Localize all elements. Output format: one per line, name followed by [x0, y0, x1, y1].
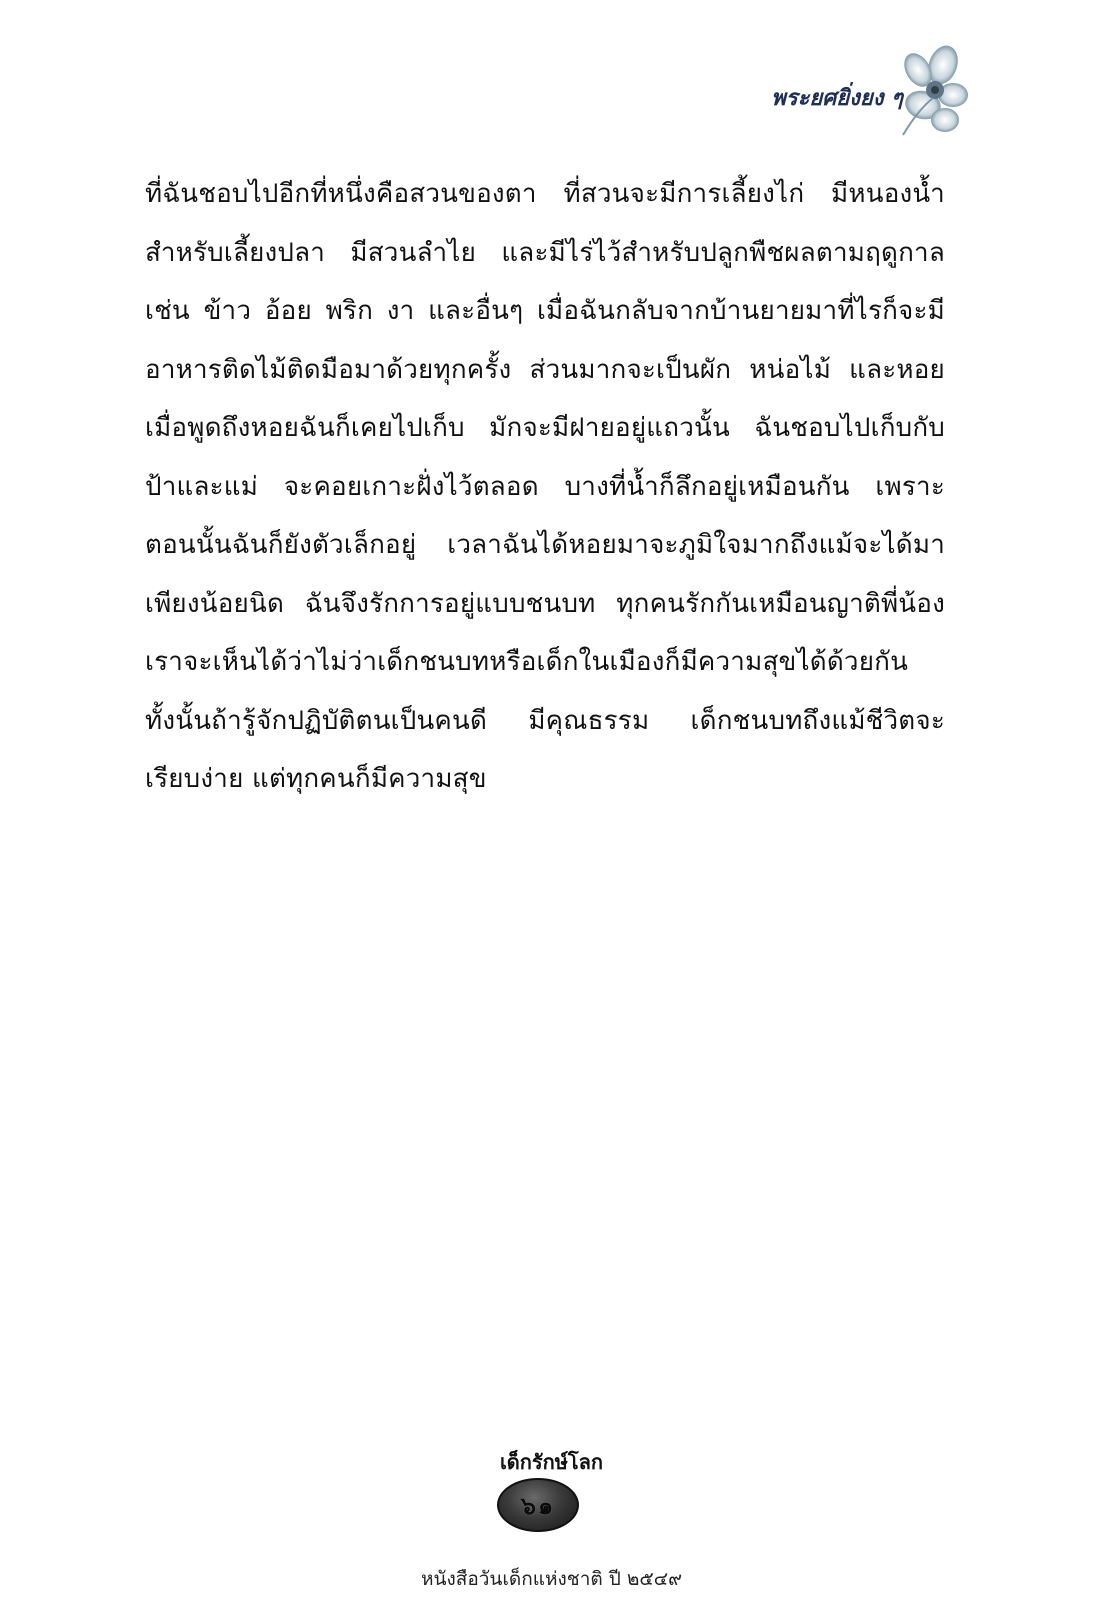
- paragraph-line: สำหรับเลี้ยงปลา มีสวนลำไย และมีไร่ไว้สำหรับปลูกพืชผลตามฤดูกาล: [145, 237, 945, 268]
- book-title: พระยศยิ่งยง ๆ: [771, 85, 903, 111]
- page-footer: [0, 1440, 1103, 1610]
- footer-subtitle: หนังสือวันเด็กแห่งชาติ ปี ๒๕๔๙: [420, 1568, 683, 1590]
- paragraph-line: ตอนนั้นฉันก็ยังตัวเล็กอยู่ เวลาฉันได้หอยมาจะภูมิใจมากถึงแม้จะได้มา: [145, 530, 945, 560]
- page-header: [733, 40, 973, 140]
- footer-title: เด็กรักษ์โลก: [499, 1450, 604, 1474]
- page-number-badge: [497, 1478, 579, 1532]
- paragraph-line: เมื่อพูดถึงหอยฉันก็เคยไปเก็บ มักจะมีฝายอยู่แถวนั้น ฉันชอบไปเก็บกับ: [145, 413, 945, 443]
- paragraph-line: เราจะเห็นได้ว่าไม่ว่าเด็กชนบทหรือเด็กในเมืองก็มีความสุขได้ด้วยกัน: [145, 647, 909, 677]
- page-number: ๖๑: [520, 1491, 556, 1520]
- paragraph-line: ป้าและแม่ จะคอยเกาะฝั่งไว้ตลอด บางที่น้ำก็ลึกอยู่เหมือนกัน เพราะ: [145, 471, 945, 502]
- paragraph-line: เรียบง่าย แต่ทุกคนก็มีความสุข: [145, 764, 487, 794]
- body-paragraph: [145, 165, 945, 809]
- paragraph-line: เช่น ข้าว อ้อย พริก งา และอื่นๆ เมื่อฉันกลับจากบ้านยายมาที่ไรก็จะมี: [145, 296, 945, 326]
- paragraph-line: เพียงน้อยนิด ฉันจึงรักการอยู่แบบชนบท ทุกคนรักกันเหมือนญาติพี่น้อง: [145, 588, 945, 619]
- paragraph-line: ที่ฉันชอบไปอีกที่หนึ่งคือสวนของตา ที่สวนจะมีการเลี้ยงไก่ มีหนองน้ำ: [145, 179, 945, 209]
- white-flower-icon: [883, 40, 973, 140]
- paragraph-line: ทั้งนั้นถ้ารู้จักปฏิบัติตนเป็นคนดี มีคุณธรรม เด็กชนบทถึงแม้ชีวิตจะ: [145, 705, 945, 736]
- paragraph-line: อาหารติดไม้ติดมือมาด้วยทุกครั้ง ส่วนมากจะเป็นผัก หน่อไม้ และหอย: [145, 354, 945, 385]
